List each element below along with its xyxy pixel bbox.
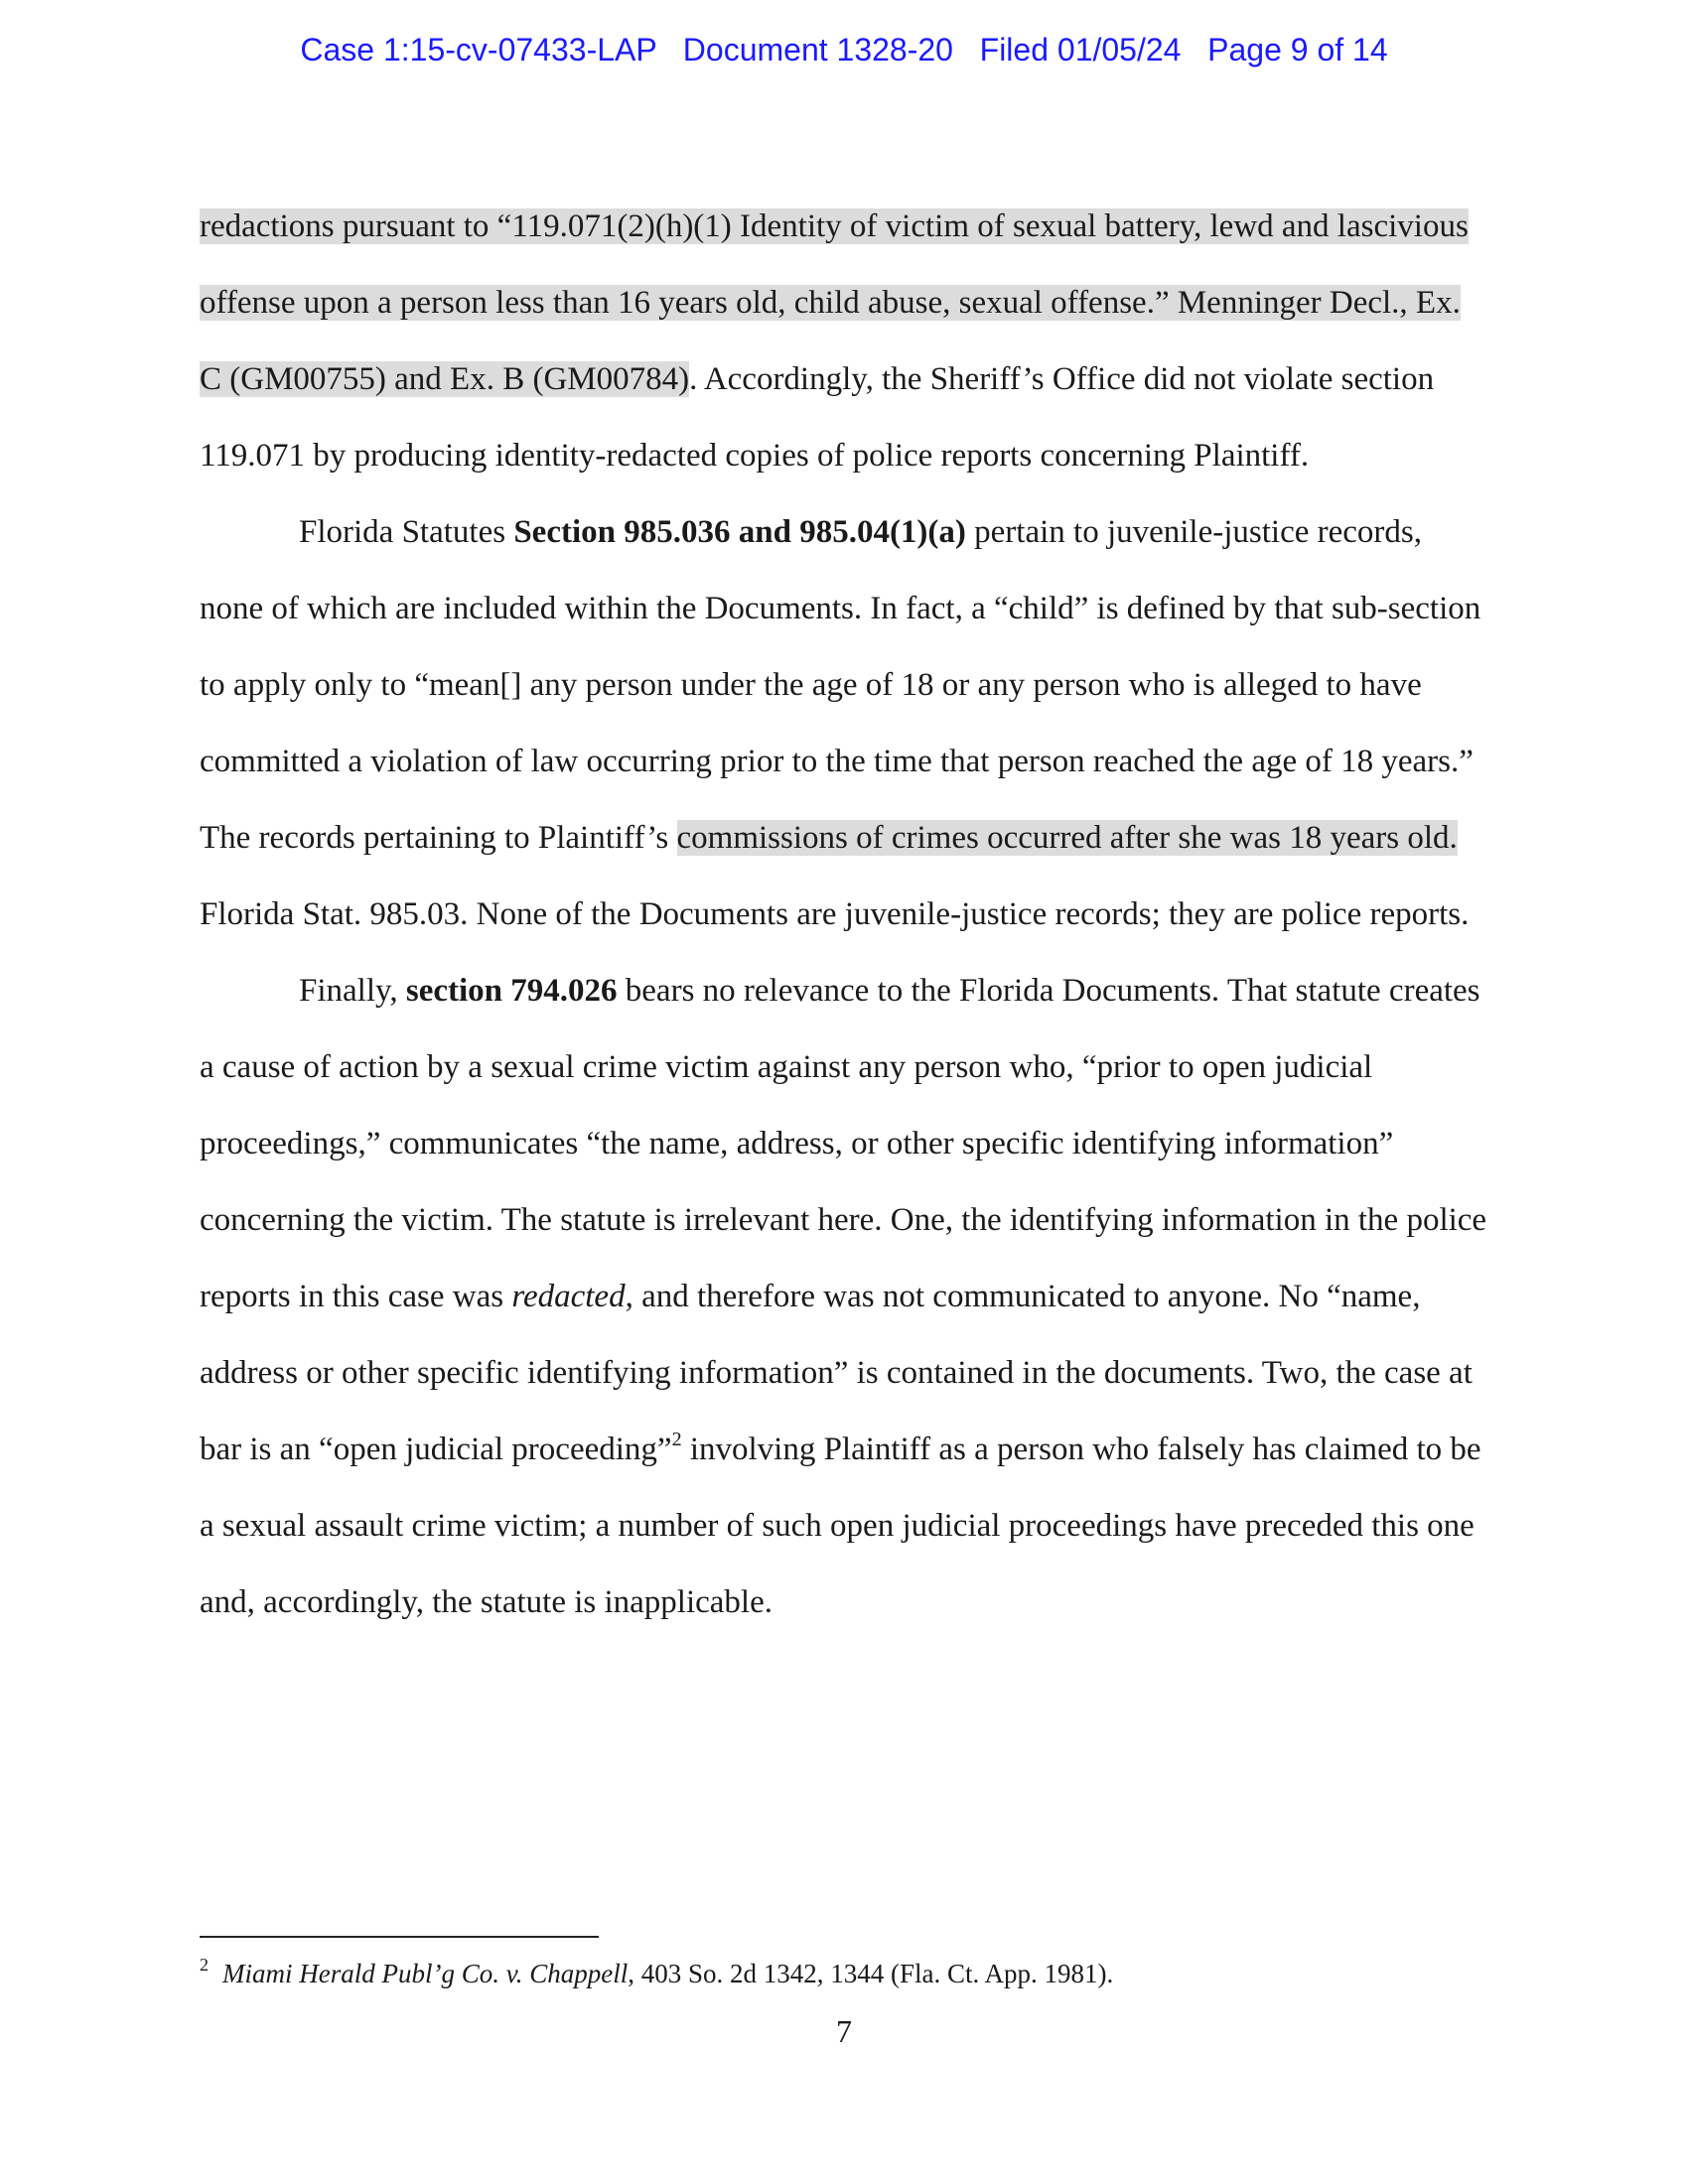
paragraph-text: pertain to juvenile-justice records, none of which are included within the Documents. In fact, a “child” is defined by that sub-section to apply only to “mean[] any person under the age of 18 or any person who is alleged to have committed a violation of law occurring prior to the time that person reached the age of 18 years.” The records pertaining to Plaintiff’s [200, 514, 1481, 856]
footnote-reference[interactable]: 2 [671, 1429, 682, 1450]
footnote-divider [200, 1936, 599, 1938]
filed-date: Filed 01/05/24 [979, 32, 1182, 68]
bold-statute-reference: section 794.026 [405, 973, 618, 1009]
highlighted-text: commissions of crimes occurred after she was 18 years old. [676, 820, 1458, 856]
footnote-number: 2 [200, 1955, 209, 1975]
paragraph-text: bears no relevance to the Florida Documents. That statute creates a cause of action by a sexual crime victim against any person who, “prior to open judicial proceedings,” communicates “the name, address, or other specific identifying information” concerning the victim. The statute is irrelevant here. One, the identifying information in the police reports in this case was [200, 973, 1487, 1314]
highlighted-text: redactions pursuant to “119.071(2)(h)(1) Identity of victim of sexual battery, lewd and lascivious offense upon a person less than 16 years old, child abuse, sexual offense.” Menninger Decl., Ex. C (GM00755) and Ex. B (GM00784) [200, 208, 1469, 397]
case-number: Case 1:15-cv-07433-LAP [300, 32, 657, 68]
paragraph-1 [200, 189, 1490, 494]
paragraph-text: Florida Stat. 985.03. None of the Documents are juvenile-justice records; they are police reports. [200, 896, 1470, 932]
document-number: Document 1328-20 [682, 32, 953, 68]
paragraph-text: , and therefore was not communicated to anyone. No “name, address or other specific identifying information” is contained in the documents. Two, the case at bar is an “open judicial proceeding” [200, 1279, 1473, 1467]
page-number: 7 [836, 2013, 852, 2049]
paragraph-text: . Accordingly, the Sheriff’s Office did not violate section 119.071 by producing identity-redacted copies of police reports concerning Plaintiff. [200, 361, 1435, 474]
paragraph-text: Finally, [299, 973, 406, 1009]
paragraph-text: involving Plaintiff as a person who falsely has claimed to be a sexual assault crime victim; a number of such open judicial proceedings have preceded this one and, accordingly, the statute is inapplicable. [200, 1432, 1481, 1620]
paragraph-3 [200, 953, 1490, 1641]
italic-emphasis: redacted [511, 1279, 626, 1314]
bold-statute-reference: Section 985.036 and 985.04(1)(a) [513, 514, 966, 550]
case-header [0, 30, 1688, 69]
paragraph-text: Florida Statutes [299, 514, 514, 550]
page-of-total: Page 9 of 14 [1207, 32, 1388, 68]
paragraph-2 [200, 494, 1490, 953]
footnote-citation: , 403 So. 2d 1342, 1344 (Fla. Ct. App. 1981). [628, 1959, 1114, 1988]
body-text [200, 189, 1490, 1641]
footnote-case-name: Miami Herald Publ’g Co. v. Chappell [222, 1959, 629, 1988]
footnote [200, 1956, 1490, 1991]
